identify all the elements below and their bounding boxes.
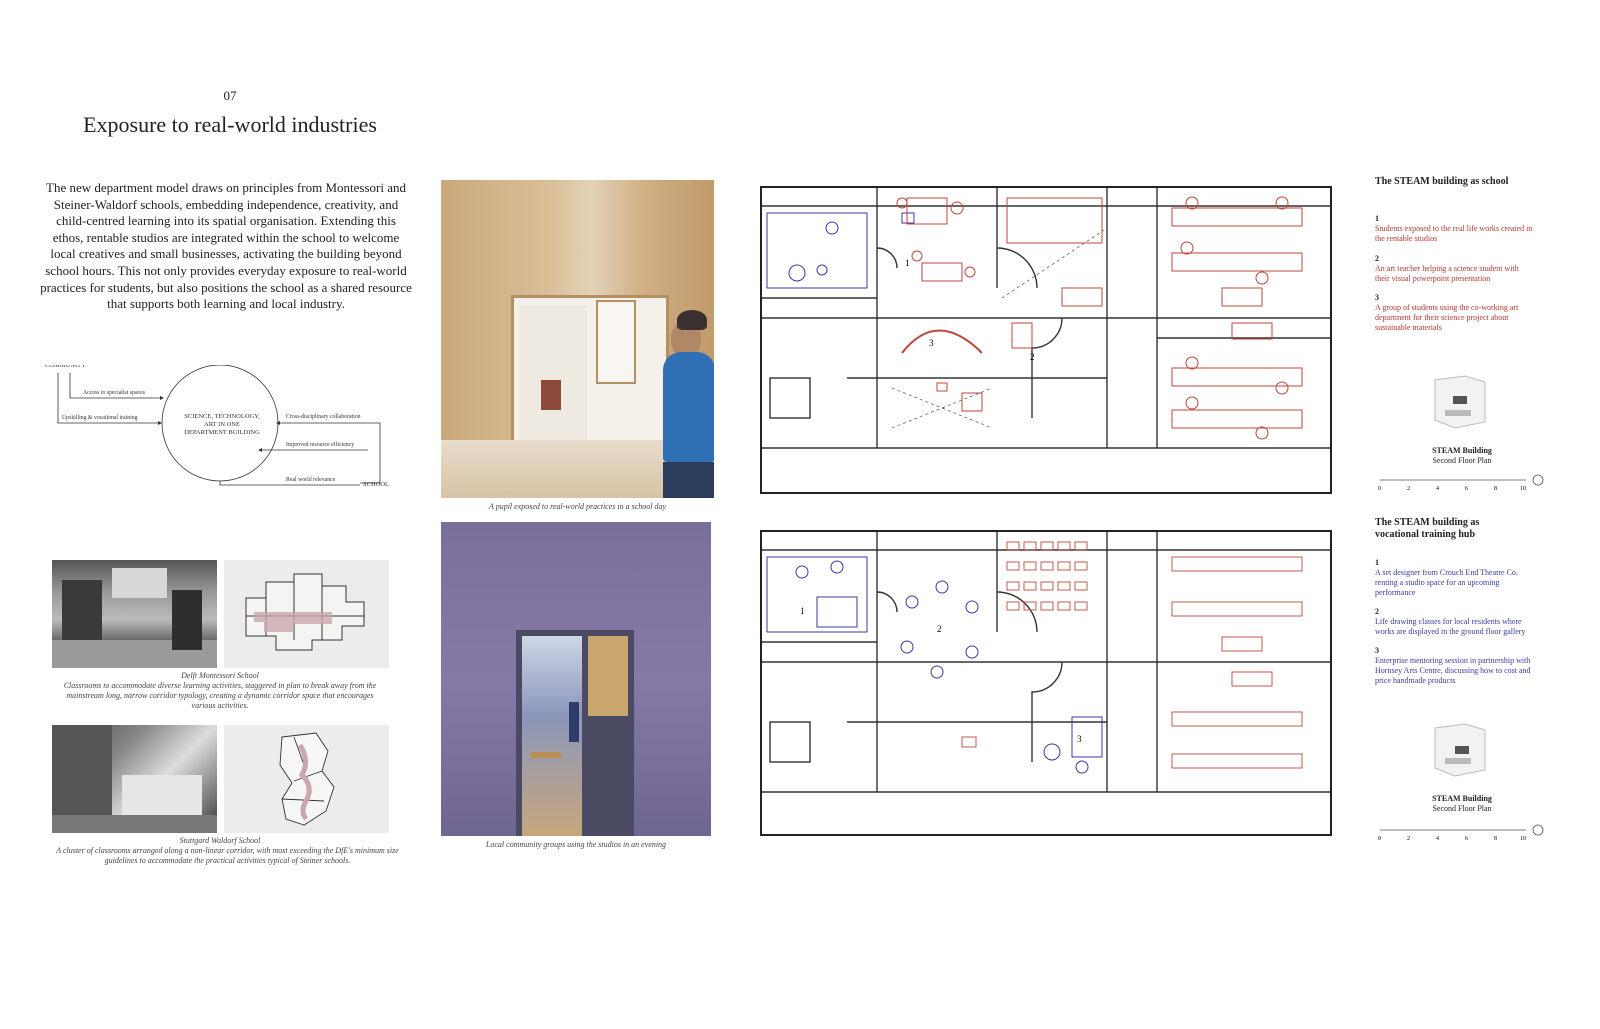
concept-diagram <box>40 365 420 500</box>
scale-tick-2: 2 <box>1407 836 1410 842</box>
hub-item-1 <box>1375 558 1535 598</box>
scale-tick-10: 10 <box>1520 836 1526 842</box>
scale-tick-8: 8 <box>1494 836 1497 842</box>
scale-tick-4: 4 <box>1436 486 1439 492</box>
hub-key-title: STEAM Building <box>1432 794 1492 803</box>
diagram-center-line3: DEPARTMENT BUILDING <box>184 429 260 436</box>
school-plan-label-3: 3 <box>929 338 934 348</box>
scale-tick-8: 8 <box>1494 486 1497 492</box>
school-item-3-num: 3 <box>1375 293 1379 302</box>
hub-plan-label-2: 2 <box>937 624 942 634</box>
scale-tick-0: 0 <box>1378 486 1381 492</box>
school-item-1 <box>1375 214 1535 244</box>
stuttgard-caption: A cluster of classrooms arranged along a non-linear corridor, with most exceeding the DfE's minimum size guidelines to accommodate the practical activities typical of Steiner schools. <box>56 846 399 865</box>
hub-item-3 <box>1375 646 1535 686</box>
school-scale-bar <box>1378 472 1548 492</box>
hub-item-3-text: Enterprise mentoring session in partnership with Hornsey Arts Centre, discussing how to cost and price handmade products <box>1375 656 1531 685</box>
hub-item-2-text: Life drawing classes for local residents where works are displayed in the ground floor gallery <box>1375 617 1526 636</box>
delft-name: Delft Montessori School <box>181 671 259 680</box>
stuttgard-name: Stuttgard Waldorf School <box>179 836 261 845</box>
hub-panel-title: The STEAM building as vocational training hub <box>1375 517 1480 540</box>
school-key-plan <box>1425 372 1495 434</box>
scale-tick-10: 10 <box>1520 486 1526 492</box>
hub-item-2 <box>1375 607 1535 637</box>
diagram-arrow-specialist: Access to specialist spaces <box>83 390 145 396</box>
hub-key-subtitle: Second Floor Plan <box>1432 804 1492 813</box>
page-number: 07 <box>223 88 237 103</box>
scale-tick-2: 2 <box>1407 486 1410 492</box>
diagram-arrow-cross: Cross-disciplinary collaboration <box>286 414 361 420</box>
hub-plan-label-1: 1 <box>800 606 805 616</box>
render-day-caption: A pupil exposed to real-world practices in a school day <box>488 502 667 511</box>
hub-item-1-num: 1 <box>1375 558 1379 567</box>
school-item-2-num: 2 <box>1375 254 1379 263</box>
diagram-community-label: COMMUNITY <box>45 365 86 369</box>
diagram-school-label: SCHOOL <box>363 481 390 488</box>
hub-plan-label-3: 3 <box>1077 734 1082 744</box>
school-item-3-text: A group of students using the co-working art department for their science project about sustainable materials <box>1375 303 1519 332</box>
diagram-center-line1: SCIENCE, TECHNOLOGY, <box>184 413 260 420</box>
delft-photo <box>52 560 217 668</box>
stuttgard-photo <box>52 725 217 833</box>
delft-plan <box>224 560 389 668</box>
floor-plan-hub <box>760 530 1332 836</box>
school-item-1-text: Students exposed to the real life works created in the rentable studios <box>1375 224 1533 243</box>
hub-scale-bar <box>1378 822 1548 842</box>
render-evening <box>441 522 711 836</box>
delft-caption: Classrooms to accommodate diverse learning activities, staggered in plan to break away from the mainstream long, narrow corridor typology, creating a dynamic corridor space that encourages various activities. <box>63 681 377 710</box>
diagram-arrow-upskilling: Upskilling & vocational training <box>62 415 138 421</box>
school-plan-label-2: 2 <box>1030 352 1035 362</box>
scale-tick-6: 6 <box>1465 486 1468 492</box>
school-item-3 <box>1375 293 1535 333</box>
hub-key-plan <box>1425 720 1495 782</box>
school-key-title: STEAM Building <box>1432 446 1492 455</box>
hub-item-2-num: 2 <box>1375 607 1379 616</box>
render-day <box>441 180 714 498</box>
page-title: Exposure to real-world industries <box>83 112 377 137</box>
hub-item-3-num: 3 <box>1375 646 1379 655</box>
scale-tick-6: 6 <box>1465 836 1468 842</box>
school-item-2 <box>1375 254 1535 284</box>
floor-plan-school <box>760 186 1332 494</box>
hub-item-1-text: A set designer from Crouch End Theatre Co. renting a studio space for an upcoming performance <box>1375 568 1518 597</box>
school-plan-label-1: 1 <box>905 258 910 268</box>
render-evening-caption: Local community groups using the studios in an evening <box>485 840 667 849</box>
scale-tick-4: 4 <box>1436 836 1439 842</box>
diagram-center-line2: ART IN ONE <box>204 421 240 428</box>
intro-paragraph: The new department model draws on principles from Montessori and Steiner-Waldorf schools, embedding independence, creativity, and child-centred learning into its spatial organisation. Extending this ethos, rentable studios are integrated within the school to welcome local creatives and small businesses, activating the building beyond school hours. This not only provides everyday exposure to real-world practices for students, but also positions the school as a shared resource that supports both learning and local industry. <box>40 180 412 312</box>
diagram-arrow-resource: Improved resource efficiency <box>286 442 355 448</box>
scale-tick-0: 0 <box>1378 836 1381 842</box>
school-item-1-num: 1 <box>1375 214 1379 223</box>
school-key-subtitle: Second Floor Plan <box>1432 456 1492 465</box>
stuttgard-plan <box>224 725 389 833</box>
school-panel-title: The STEAM building as school <box>1375 176 1509 187</box>
school-item-2-text: An art teacher helping a science student with their visual powerpoint presentation <box>1375 264 1519 283</box>
diagram-arrow-real: Real world relevance <box>286 477 336 483</box>
